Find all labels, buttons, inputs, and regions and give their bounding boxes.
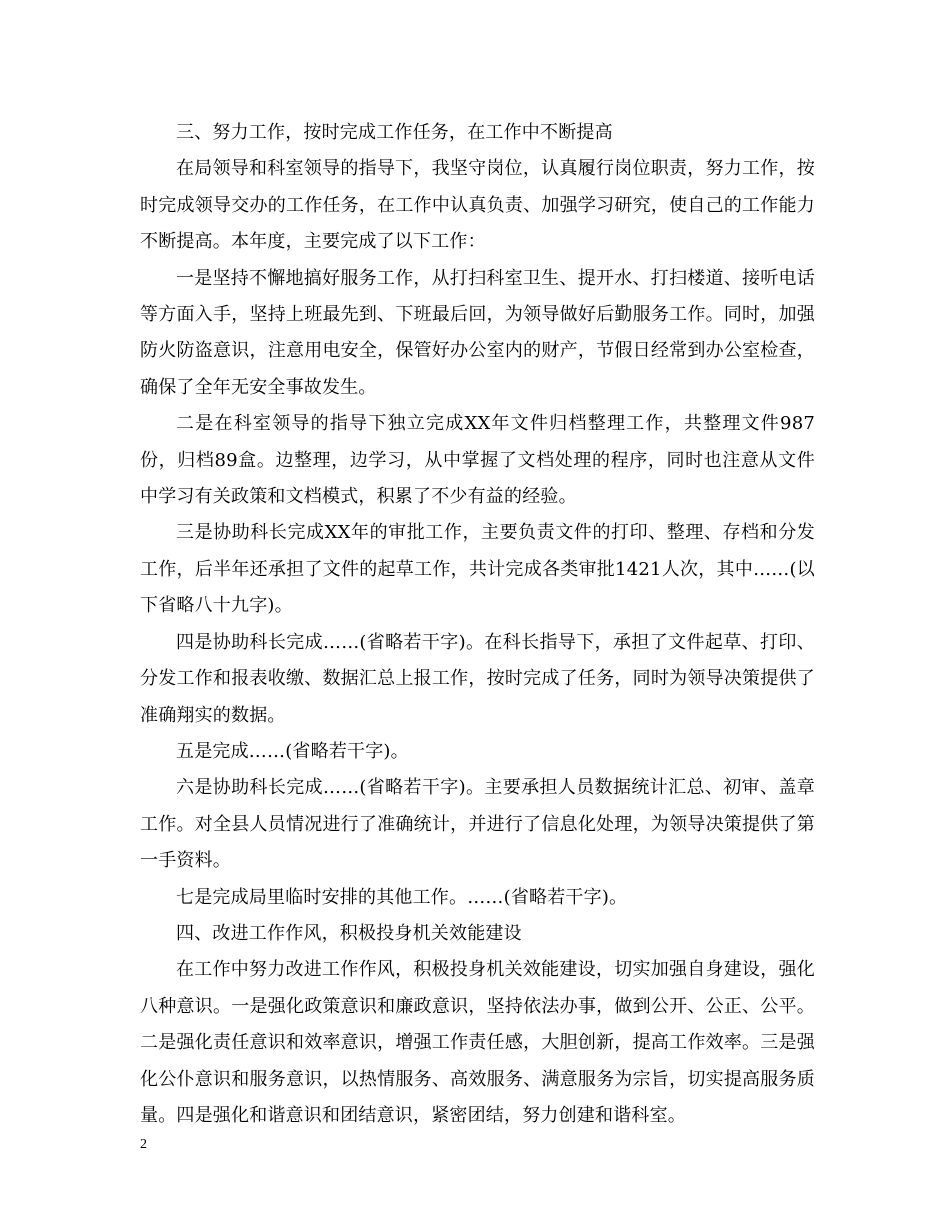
paragraph: 五是完成……(省略若干字)。 bbox=[176, 740, 409, 762]
section-heading: 三、努力工作，按时完成工作任务，在工作中不断提高 bbox=[176, 122, 613, 143]
paragraph: 一是坚持不懈地搞好服务工作，从打扫科室卫生、提开水、打扫楼道、接听电话等方面入手，坚持上班最先到、下班最后回，为领导做好后勤服务工作。同时，加强防火防盗意识，注意用电安全，保管好办公室内的财产，节假日经常到办公室检查，确保了全年无安全事故发生。 bbox=[140, 267, 815, 398]
paragraph: 四是协助科长完成……(省略若干字)。在科长指导下，承担了文件起草、打印、分发工作和报表收缴、数据汇总上报工作，按时完成了任务，同时为领导决策提供了准确翔实的数据。 bbox=[140, 631, 815, 726]
section-heading: 四、改进工作作风，积极投身机关效能建设 bbox=[176, 922, 522, 944]
paragraph: 三是协助科长完成XX年的审批工作，主要负责文件的打印、整理、存档和分发工作，后半年还承担了文件的起草工作，共计完成各类审批1421人次，其中……(以下省略八十九字)。 bbox=[140, 522, 815, 617]
page-number: 2 bbox=[140, 1137, 147, 1152]
paragraph: 二是在科室领导的指导下独立完成XX年文件归档整理工作，共整理文件987份，归档89盒。边整理，边学习，从中掌握了文档处理的程序，同时也注意从文件中学习有关政策和文档模式，积累了不少有益的经验。 bbox=[140, 413, 815, 508]
paragraph: 六是协助科长完成……(省略若干字)。主要承担人员数据统计汇总、初审、盖章工作。对全县人员情况进行了准确统计，并进行了信息化处理，为领导决策提供了第一手资料。 bbox=[140, 777, 815, 872]
document-body bbox=[140, 115, 815, 1134]
paragraph: 在工作中努力改进工作作风，积极投身机关效能建设，切实加强自身建设，强化八种意识。一是强化政策意识和廉政意识，坚持依法办事，做到公开、公正、公平。二是强化责任意识和效率意识，增强工作责任感，大胆创新，提高工作效率。三是强化公仆意识和服务意识，以热情服务、高效服务、满意服务为宗旨，切实提高服务质量。四是强化和谐意识和团结意识，紧密团结，努力创建和谐科室。 bbox=[140, 959, 815, 1126]
paragraph: 七是完成局里临时安排的其他工作。……(省略若干字)。 bbox=[176, 886, 628, 908]
paragraph: 在局领导和科室领导的指导下，我坚守岗位，认真履行岗位职责，努力工作，按时完成领导交办的工作任务，在工作中认真负责、加强学习研究，使自己的工作能力不断提高。本年度，主要完成了以下工作： bbox=[140, 158, 815, 253]
